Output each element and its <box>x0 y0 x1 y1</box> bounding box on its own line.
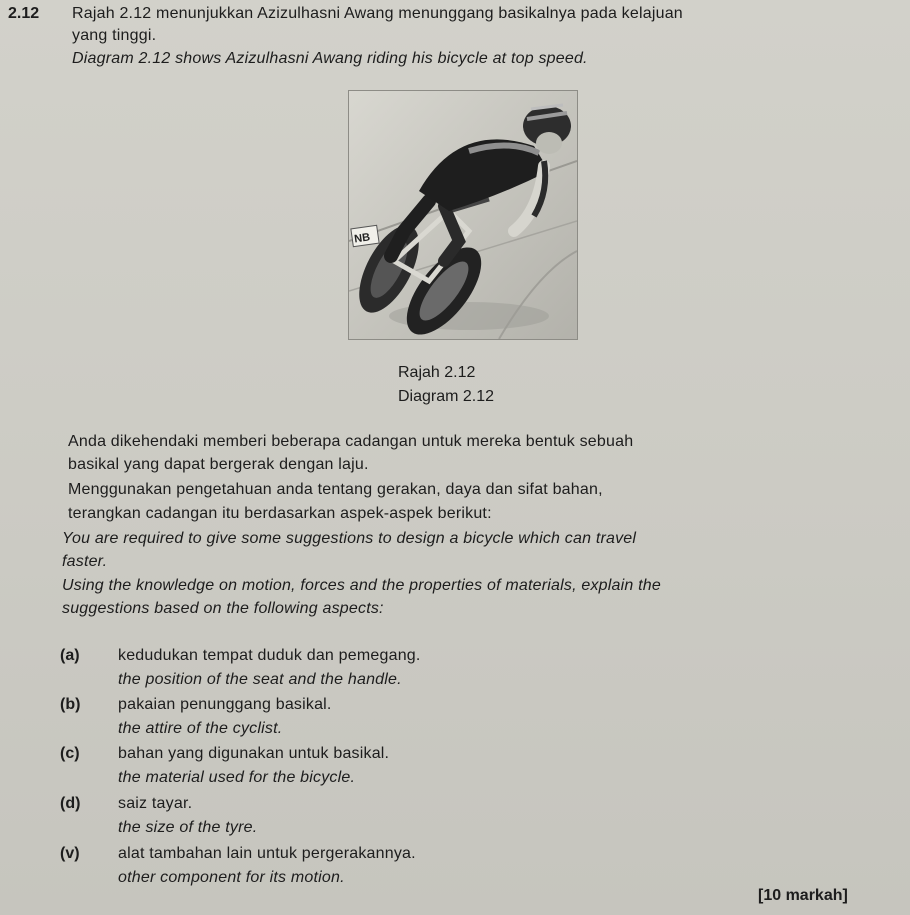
question-number: 2.12 <box>8 5 40 22</box>
instruction-english-3: Using the knowledge on motion, forces and the properties of materials, explain the <box>62 577 661 594</box>
intro-malay-cont: yang tinggi. <box>72 27 157 44</box>
aspect-malay: saiz tayar. <box>118 795 193 812</box>
instruction-english-1: You are required to give some suggestions to design a bicycle which can travel <box>62 530 637 547</box>
figure-caption-malay: Rajah 2.12 <box>398 364 476 381</box>
cyclist-illustration <box>349 91 577 339</box>
aspect-label: (v) <box>60 845 80 862</box>
rider-face <box>536 132 562 154</box>
aspect-malay: pakaian penunggang basikal. <box>118 696 332 713</box>
aspect-malay: kedudukan tempat duduk dan pemegang. <box>118 647 421 664</box>
aspect-malay: alat tambahan lain untuk pergerakannya. <box>118 845 416 862</box>
bib-text: NB <box>353 231 371 246</box>
aspect-english: the size of the tyre. <box>118 819 258 836</box>
instruction-malay-2: basikal yang dapat bergerak dengan laju. <box>68 456 369 473</box>
instruction-malay-4: terangkan cadangan itu berdasarkan aspek-aspek berikut: <box>68 505 492 522</box>
aspect-english: the material used for the bicycle. <box>118 769 356 786</box>
aspect-label: (b) <box>60 696 81 713</box>
intro-english: Diagram 2.12 shows Azizulhasni Awang riding his bicycle at top speed. <box>72 50 588 67</box>
instruction-malay-1: Anda dikehendaki memberi beberapa cadangan untuk mereka bentuk sebuah <box>68 433 634 450</box>
intro-malay: Rajah 2.12 menunjukkan Azizulhasni Awang menunggang basikalnya pada kelajuan <box>72 5 683 22</box>
aspect-english: the position of the seat and the handle. <box>118 671 402 688</box>
aspect-label: (d) <box>60 795 81 812</box>
aspect-english: other component for its motion. <box>118 869 345 886</box>
aspect-label: (c) <box>60 745 80 762</box>
marks-allocation: [10 markah] <box>758 887 848 904</box>
figure-caption-english: Diagram 2.12 <box>398 388 495 405</box>
aspect-malay: bahan yang digunakan untuk basikal. <box>118 745 390 762</box>
instruction-malay-3: Menggunakan pengetahuan anda tentang gerakan, daya dan sifat bahan, <box>68 481 603 498</box>
aspect-label: (a) <box>60 647 80 664</box>
instruction-english-4: suggestions based on the following aspects: <box>62 600 384 617</box>
aspect-english: the attire of the cyclist. <box>118 720 283 737</box>
instruction-english-2: faster. <box>62 553 108 570</box>
cyclist-photo <box>348 90 578 340</box>
